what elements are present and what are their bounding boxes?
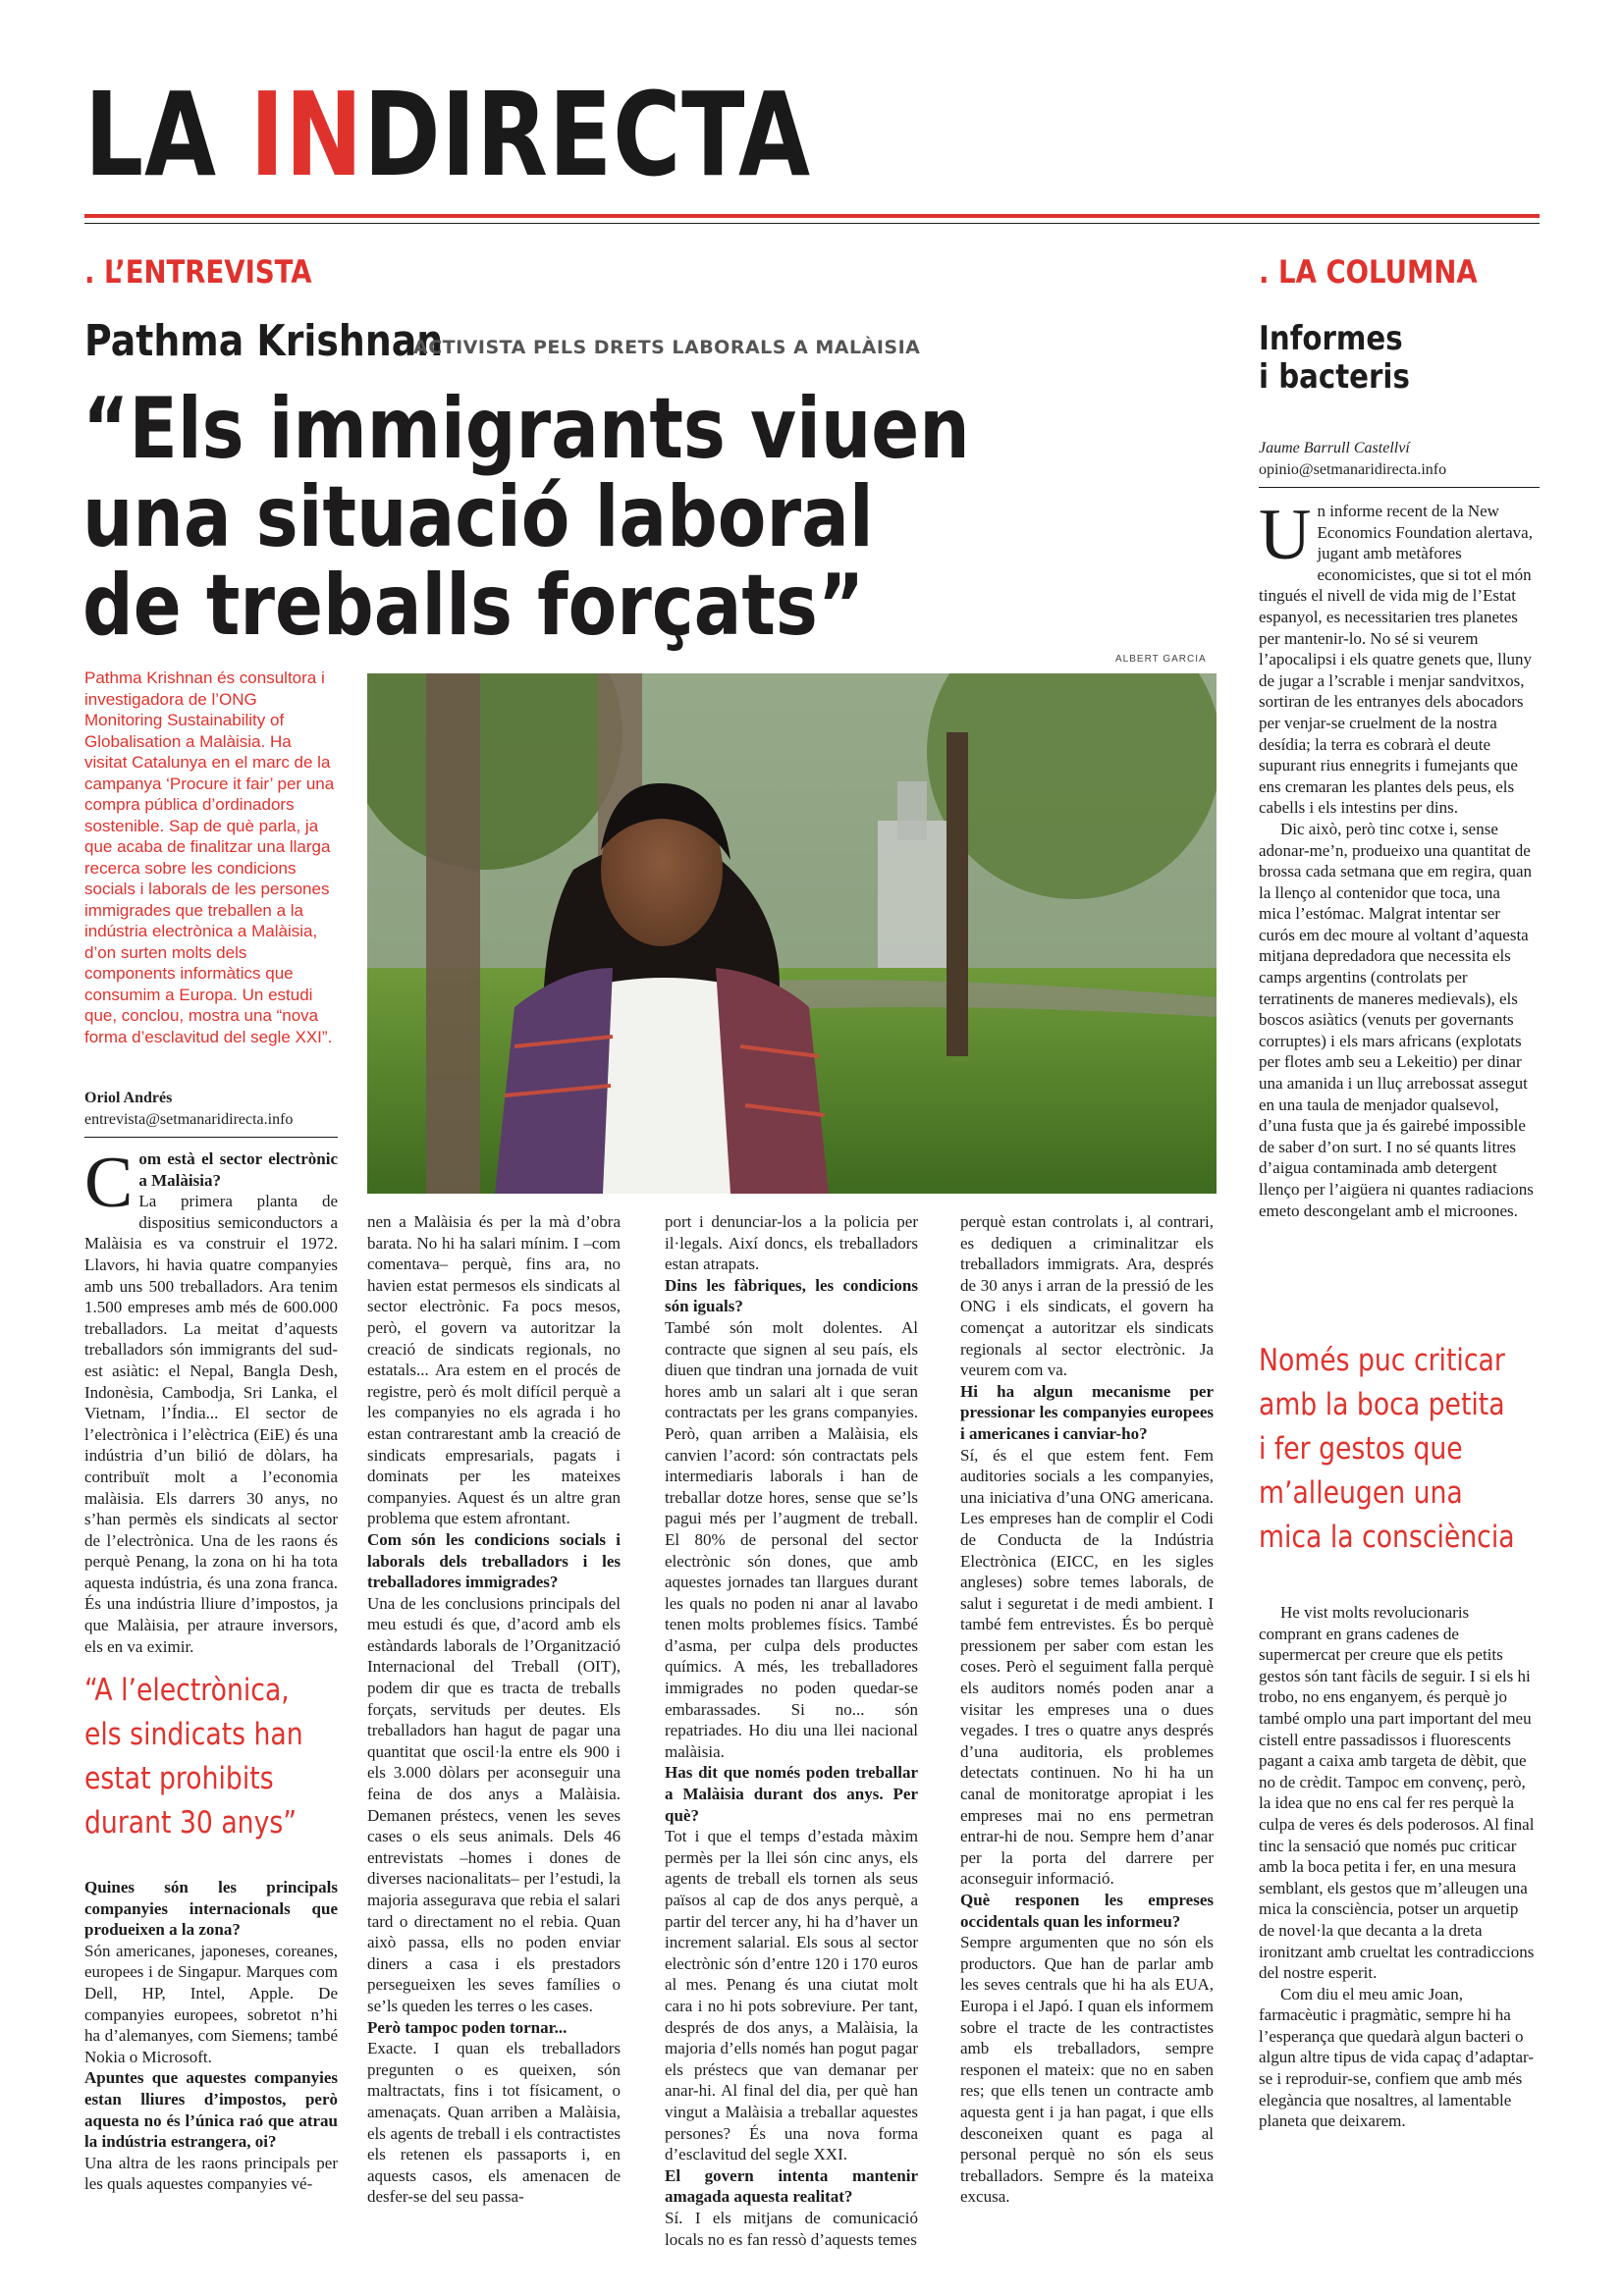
interview-headline: [82, 380, 990, 655]
column-paragraph: Com diu el meu amic Joan, farmacèutic i pragmàtic, sempre hi ha l’esperança que quedarà algun bacteri o algun altre tipus de vida capaç d’adaptar-se i reproduir-se, confiem que amb més elegància que nosaltres, al lamentable planeta que deixarem.: [1259, 1984, 1535, 2131]
interview-lead: Pathma Krishnan és consultora i investigadora de l’ONG Monitoring Sustainability of Globalisation a Malàisia. Ha visitat Catalunya en el marc de la campanya ‘Procure it fair’ per una compra pública d’ordinadors sostenible. Sap de què parla, ja que acaba de finalitzar una llarga recerca sobre les condicions socials i laborals de les persones immigrades que treballen a la indústria electrònica a Malàisia, d’on surten molts dels components informàtics que consumim a Europa. Un estudi que, conclou, mostra una “nova forma d’esclavitud del segle XXI”.: [84, 668, 335, 1046]
photo-credit: ALBERT GARCIA: [1115, 654, 1207, 665]
headline-line: de treballs forçats”: [82, 557, 865, 655]
question: Has dit que només poden treballar a Malàisia durant dos anys. Per què?: [665, 1763, 918, 1825]
question: Dins les fàbriques, les condicions són iguals?: [665, 1275, 918, 1316]
column-title: [1259, 320, 1410, 397]
section-column: . LA COLUMNA: [1259, 253, 1478, 291]
interviewee-name: Pathma Krishnan: [84, 316, 444, 366]
masthead-logo: LA INDIRECTA: [84, 67, 811, 202]
pull-quote-line: “A l’electrònica,: [84, 1673, 290, 1708]
column-paragraph: He vist molts revolucionaris comprant en grans cadenes de supermercat per creure que els petits gestos són tant fàcils de seguir. I si els hi trobo, no ens enganyem, és perquè jo també omplo una part important del meu cistell entre passadissos i fluorescents pagant a caixa amb targeta de dèbit, que no de crèdit. Tampoc em convenç, però, la idea que no ens cal fer res perquè la culpa de veres és dels poderosos. Al final tinc la sensació que només puc criticar amb la boca petita i fer, en una mesura semblant, els gestos que m’alleugen una mica la consciència, potser un arquetip de novel·la que decanta a la dreta ironitzant amb crueltat les contradiccions del nostre esperit.: [1259, 1603, 1535, 1983]
question: Què responen les empreses occidentals quan les informeu?: [960, 1891, 1214, 1931]
pull-quote-line: m’alleugen una: [1259, 1475, 1463, 1511]
answer: Sí, és el que estem fent. Fem auditories socials a les companyies, una iniciativa d’una ONG americana. Les empreses han de complir el Codi de Conducta de la Indústria Electrònica (EICC, en les sigles angleses) sobre temes laborals, de salut i seguretat i de medi ambient. I també fem entrevistes. És bo perquè pressionem per saber com estan les coses. Però el seguiment falla perquè els auditors només poden anar a visitar les empreses una o dues vegades. I tres o quatre anys després d’una auditoria, els problemes detectats continuen. No hi ha un canal de monitoratge apropiat i les empreses mai no ens permetran entrar-hi de nou. Sempre hem d’anar per la porta del darrere per aconseguir informació.: [960, 1445, 1214, 1889]
question: Però tampoc poden tornar...: [367, 2017, 568, 2037]
answer: Sempre argumenten que no són els productors. Que han de parlar amb les seves centrals que hi ha als EUA, Europa i el Japó. I quan els informem sobre el tracte de les contractistes amb els treballadors, sempre responen el mateix: que no en saben res; que ells tenen un contracte amb aquesta gent i ja han pagat, i que ells desconeixen quant es paga al personal perquè no són els seus treballadors. Sempre és la mateixa excusa.: [960, 1933, 1214, 2207]
question: Com són les condicions socials i laborals dels treballadors i les treballadores immigrades?: [367, 1529, 621, 1592]
column-paragraph: Dic això, però tinc cotxe i, sense adonar-me’n, produeixo una quantitat de brossa cada setmana que em regira, quan la llenço al contenidor que toca, una mica l’estómac. Malgrat intentar ser curós em dec moure al voltant d’aquesta mitjana depredadora que necessita els camps argentins (controlats per terratinents de maneres medievals), els boscos asiàtics (venuts per governants corruptes) i els mars africans (explotats per flotes amb seu a Lekeitio) per dinar una amanida i un lluç arrebossat assegut en una taula de menjador qualsevol, d’una fusta que ja és gairebé impossible de saber d’on surt. I no sé quants litres d’aigua contaminada amb detergent llenço per l’aigüera ni quantes radiacions emeto descongelant amb el microones.: [1259, 819, 1534, 1220]
pull-quote-line: Només puc criticar: [1259, 1343, 1505, 1378]
drop-cap: U: [1259, 495, 1312, 575]
answer: Tot i que el temps d’estada màxim permès per la llei són cinc anys, els agents de treball els tornen als seus països al cap de dos anys perquè, a partir del tercer any, hi ha d’haver un increment salarial. Els sous al sector electrònic són d’entre 120 i 170 euros al mes. Penang és una ciutat molt cara i no hi pots sobreviure. Per tant, després de dos anys, a Malàisia, la majoria d’ells només han pogut pagar els préstecs que van demanar per anar-hi. Al final del dia, per què han vingut a Malàisia a treballar aquestes persones? És una nova forma d’esclavitud del segle XXI.: [665, 1827, 918, 2164]
answer: La primera planta de dispositius semiconductors a Malàisia es va construir el 1972. Llavors, hi havia quatre companyies amb uns 500 treballadors. Ara tenim 1.500 empreses amb més de 600.000 treballadors. La meitat d’aquests treballadors són immigrants del sud-est asiàtic: el Nepal, Bangla Desh, Indonèsia, Cambodja, Sri Lanka, el Vietnam, l’Índia... El sector de l’electrònica i l’elèctrica (EiE) és una indústria d’un bilió de dòlars, ha contribuït molt a l’economia malàisia. Els darrers 30 anys, no s’han permès els sindicats al sector de l’electrònica. Una de les raons és perquè Penang, la zona on hi ha tota aquesta indústria, és una zona franca. És una indústria lliure d’impostos, ja que Malàisia, per atraure inversors, els en va eximir.: [84, 1192, 338, 1656]
answer: port i denunciar-los a la policia per il·legals. Així doncs, els treballadors estan atrapats.: [665, 1212, 918, 1274]
interviewee-role: ACTIVISTA PELS DRETS LABORALS A MALÀISIA: [413, 337, 921, 358]
interview-email[interactable]: entrevista@setmanaridirecta.info: [84, 1111, 294, 1128]
pull-quote-line: mica la consciència: [1259, 1520, 1515, 1555]
interview-photo: [367, 673, 1217, 1194]
column-email[interactable]: opinio@setmanaridirecta.info: [1259, 461, 1447, 478]
masthead-rule-red: [84, 214, 1540, 218]
pull-quote-interview: [84, 1669, 303, 1845]
question: om està el sector electrònic a Malàisia?: [138, 1149, 338, 1190]
answer: nen a Malàisia és per la mà d’obra barata. No hi ha salari mínim. I –com comentava– perquè, fins ara, no havien estat permesos els sindicats al sector electrònic. Fa pocs mesos, però, el govern va autoritzar la creació de sindicats regionals, no estatals... Ara estem en el procés de registre, però és molt difícil perquè a les companyies no els agrada i ho estan contrarestant amb la creació de sindicats empresarials, pagats i dominats per les mateixes companyies. Aquest és un altre gran problema que estem afrontant.: [367, 1212, 621, 1528]
pull-quote-line: estat prohibits: [84, 1761, 274, 1796]
interview-column-4: [960, 1211, 1214, 2208]
pull-quote-line: durant 30 anys”: [84, 1805, 298, 1841]
pull-quote-line: i fer gestos que: [1259, 1431, 1463, 1467]
column-author: Jaume Barrull Castellví: [1259, 440, 1410, 456]
question: Hi ha algun mecanisme per pressionar les companyies europees i americanes i canviar-ho?: [960, 1381, 1214, 1443]
column-title-line: i bacteris: [1259, 357, 1410, 397]
masthead-rule-thin: [84, 223, 1540, 224]
column-body: [1259, 495, 1536, 1221]
column-byline: [1259, 438, 1540, 481]
answer: Són americanes, japoneses, coreanes, europees i de Singapur. Marques com Dell, HP, Intel, Apple. De companyies europees, sobretot n’hi ha d’alemanyes, com Siemens; també Nokia o Microsoft.: [84, 1941, 338, 2066]
interview-column-1b: [84, 1877, 338, 2195]
question: Quines són les principals companyies internacionals que produeixen a la zona?: [84, 1878, 338, 1940]
column-body-2: [1259, 1602, 1536, 2132]
interview-column-3: [665, 1211, 918, 2250]
byline-rule: [84, 1137, 338, 1138]
question: Apuntes que aquestes companyies estan lliures d’impostos, però aquesta no és l’única raó que atrau la indústria estrangera, oi?: [84, 2068, 338, 2152]
answer: Una de les conclusions principals del meu estudi és que, d’acord amb els estàndards laborals de l’Organització Internacional del Treball (OIT), podem dir que es tracta de treballs forçats, servituds per deutes. Els treballadors han hagut de pagar una quantitat que oscil·la entre els 900 i els 3.000 dòlars per aconseguir una feina de dos anys a Malàisia. Demanen préstecs, venen les seves cases o els seus animals. Dels 46 entrevistats –homes i dones de diverses nacionalitats– per l’estudi, la majoria assegurava que rebia el salari tard o directament no el rebia. Quan això passa, ells no poden enviar diners a casa i els prestadors persegueixen les seves famílies o se’ls queden les terres o les cases.: [367, 1593, 621, 2015]
answer: També són molt dolentes. Al contracte que signen al seu país, els diuen que tindran una jornada de vuit hores amb un salari alt i que seran contractats per les grans companyies. Però, quan arriben a Malàisia, els canvien l’acord: són contractats pels intermediaris laborals i han de treballar dotze hores, sense que se’ls pagui més per l’augment de treball. El 80% de personal del sector electrònic són dones, que amb aquestes jornades tan llargues durant les quals no poden ni anar al lavabo tenen molts problemes físics. També d’asma, per culpa dels productes químics. A més, les treballadores immigrades no poden quedar-se embarassades. Si no... són repatriades. Ho diu una llei nacional malàisia.: [665, 1317, 918, 1761]
headline-line: “Els immigrants viuen: [82, 380, 970, 478]
interview-author: Oriol Andrés: [84, 1090, 173, 1106]
interview-byline: [84, 1088, 338, 1131]
column-byline-rule: [1259, 487, 1540, 488]
portrait-photo: [367, 673, 1217, 1194]
interview-column-2: [367, 1211, 621, 2208]
headline-line: una situació laboral: [82, 468, 874, 566]
pull-quote-column: [1259, 1339, 1515, 1560]
pull-quote-line: els sindicats han: [84, 1717, 303, 1752]
pull-quote-line: amb la boca petita: [1259, 1387, 1505, 1422]
answer: Sí. I els mitjans de comunicació locals no es fan ressò d’aquests temes: [665, 2208, 918, 2249]
drop-cap: C: [84, 1143, 134, 1223]
answer: Exacte. I quan els treballadors pregunten o es queixen, són maltractats, fins i tot físicament, o amenaçats. Quan arriben a Malàisia, els agents de treball i els contractistes els retenen els passaports i, en aquests casos, els amenacen de desfer-se del seu passa-: [367, 2039, 621, 2207]
question: El govern intenta mantenir amagada aquesta realitat?: [665, 2165, 918, 2207]
section-interview: . L’ENTREVISTA: [84, 253, 312, 291]
answer: Una altra de les raons principals per les quals aquestes companyies vé-: [84, 2153, 338, 2194]
column-title-line: Informes: [1259, 319, 1403, 358]
interviewee-line: [84, 316, 921, 366]
column-paragraph: n informe recent de la New Economics Foundation alertava, jugant amb metàfores economicistes, que si tot el món tingués el nivell de vida mig de l’Estat espanyol, es necessitarien tres planetes per mantenir-lo. No sé si veurem l’apocalipsi i els quatre genets que, lluny de jugar a l’scrable i menjar sandvitxos, sortiran de les entranyes dels abocadors per venjar-se cruelment de la nostra desídia; la terra es cobrarà el deute supurant rius ennegrits i fumejants que ens cremaran les plantes dels peus, els cabells i els intestins per dins.: [1259, 502, 1533, 818]
interview-column-1: [84, 1143, 338, 1657]
answer: perquè estan controlats i, al contrari, es dediquen a criminalitzar els treballadors immigrats. Ara, després de 30 anys i arran de la pressió de les ONG i els sindicats, el govern ha començat a autoritzar els sindicats regionals al sector electrònic. Ja veurem com va.: [960, 1212, 1214, 1380]
